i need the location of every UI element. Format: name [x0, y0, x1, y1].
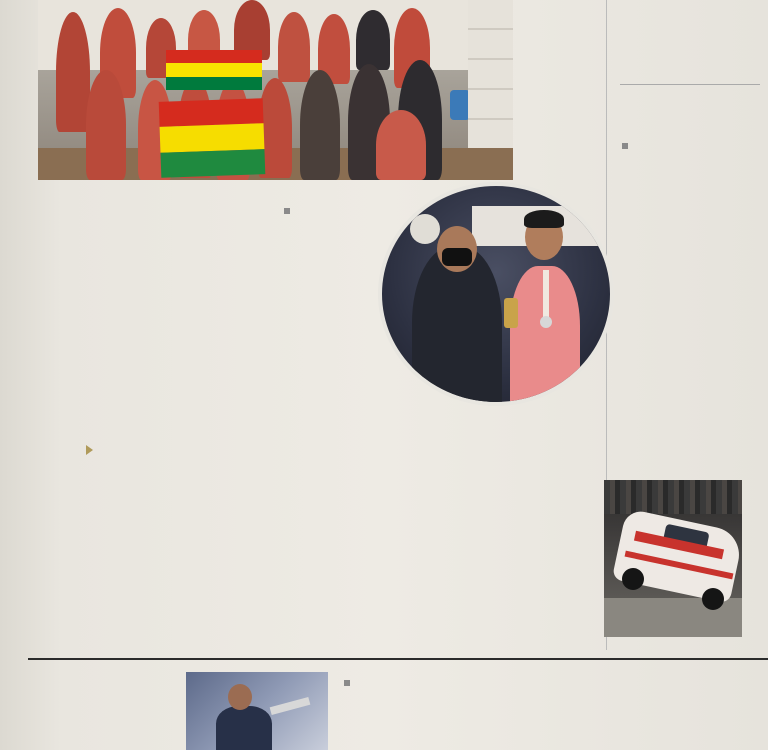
tennis-player-photo — [186, 672, 328, 750]
team-member — [300, 70, 340, 180]
medal-ribbon — [543, 270, 549, 318]
byline-separator — [284, 208, 290, 214]
section-divider — [28, 658, 768, 660]
athlete-hair — [524, 210, 564, 228]
team-member — [356, 10, 390, 70]
trophy-icon — [504, 298, 518, 328]
federation-logo — [410, 214, 440, 244]
bolivia-flag — [166, 50, 262, 90]
main-byline — [282, 207, 292, 216]
car-wheel — [702, 588, 724, 610]
photo-credit — [25, 20, 37, 180]
headline-rule — [620, 84, 760, 85]
team-photo — [38, 0, 513, 180]
car-wheel — [622, 568, 644, 590]
main-article-col1 — [278, 218, 426, 220]
dek-marker-icon — [86, 445, 93, 455]
face-mask — [442, 248, 472, 266]
byline-separator — [344, 680, 350, 686]
crowd — [604, 480, 742, 514]
bolivia-flag — [159, 98, 266, 178]
backpack — [450, 90, 470, 120]
team-member — [278, 12, 310, 82]
bottom-byline — [342, 679, 352, 688]
team-member — [86, 70, 126, 180]
tennis-racket-icon — [270, 697, 311, 715]
player-body — [216, 706, 272, 750]
right-byline — [620, 142, 630, 151]
medal-icon — [540, 316, 552, 328]
byline-separator — [622, 143, 628, 149]
rally-car-photo — [604, 480, 742, 637]
player-head — [228, 684, 252, 710]
window-frame — [468, 0, 513, 148]
winner-circle-photo — [378, 182, 614, 406]
team-member — [56, 12, 90, 132]
team-member — [376, 110, 426, 180]
